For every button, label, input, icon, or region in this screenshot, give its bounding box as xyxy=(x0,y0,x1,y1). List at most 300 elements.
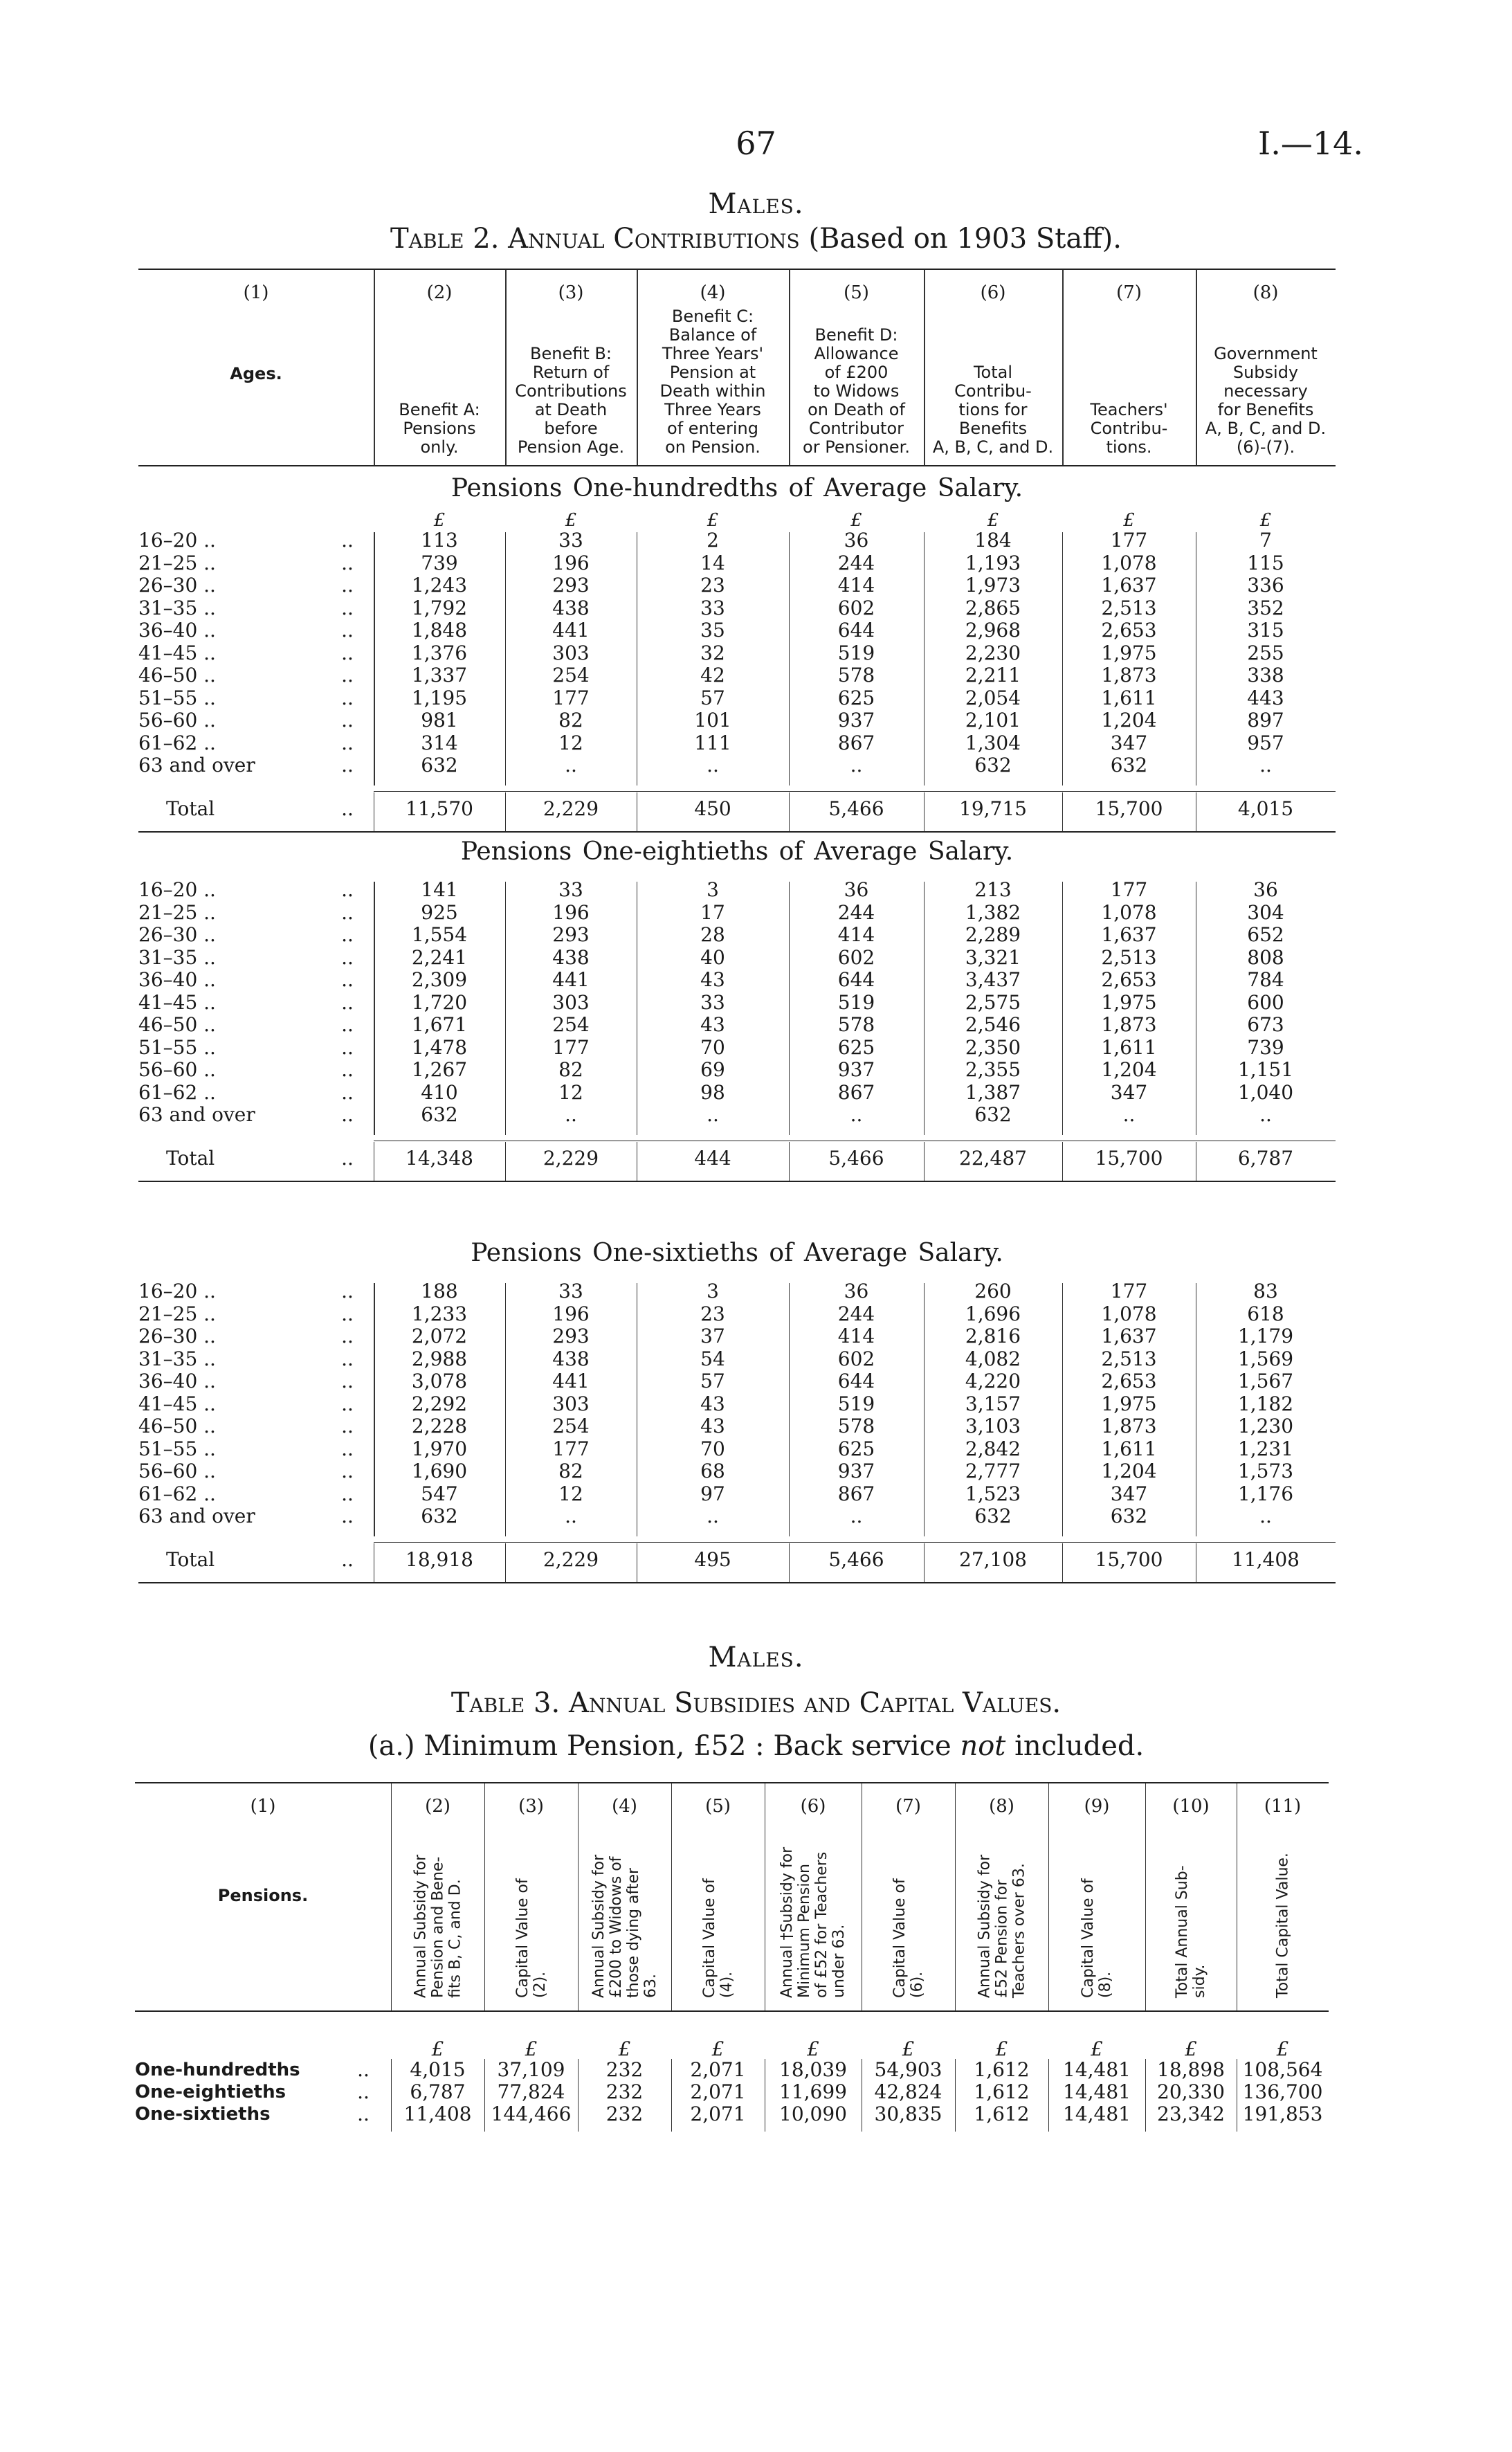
table-cell: 144,466 xyxy=(491,2103,572,2125)
age-range: 16–20 .. xyxy=(138,878,216,901)
table-cell: 33 xyxy=(700,596,725,619)
age-range: 63 and over xyxy=(138,1103,255,1126)
table-row xyxy=(138,597,1336,619)
table-cell: 414 xyxy=(837,574,875,597)
table-cell: 347 xyxy=(1110,731,1148,754)
table-cell: .. xyxy=(850,1505,863,1527)
table3-header-cell xyxy=(765,1782,862,2010)
table2-header-label: Teachers' Contribu- tions. xyxy=(1090,400,1168,457)
table-cell: 1,387 xyxy=(965,1080,1021,1104)
table-cell: 1,970 xyxy=(411,1437,468,1460)
age-range: 21–25 .. xyxy=(138,1302,216,1325)
table-cell: 2,513 xyxy=(1101,1347,1157,1370)
table-cell: 2,968 xyxy=(965,619,1021,642)
leader-dots: .. xyxy=(341,968,354,991)
table-cell: 1,637 xyxy=(1101,1325,1157,1347)
table2-total-divider xyxy=(1062,792,1063,831)
table-cell: 70 xyxy=(700,1035,725,1059)
table-cell: 315 xyxy=(1247,619,1284,642)
total-cell: 19,715 xyxy=(959,797,1027,820)
table-cell: 808 xyxy=(1247,945,1284,969)
table-cell: 3,103 xyxy=(965,1415,1021,1437)
leader-dots: .. xyxy=(341,709,354,732)
table-cell: 57 xyxy=(700,1370,725,1392)
table-cell: 981 xyxy=(421,709,458,732)
table-cell: 1,612 xyxy=(974,2103,1030,2125)
table-cell: 20,330 xyxy=(1157,2080,1225,2103)
table-cell: 2,071 xyxy=(690,2058,746,2081)
table-cell: 618 xyxy=(1247,1302,1284,1325)
table-cell: 4,015 xyxy=(410,2058,466,2081)
table-cell: 1,792 xyxy=(411,596,468,619)
table-cell: 2,309 xyxy=(411,968,468,991)
table3-currency-symbol: £ xyxy=(525,2037,538,2060)
table-cell: 784 xyxy=(1247,968,1284,991)
leader-dots: .. xyxy=(341,641,354,664)
table-cell: .. xyxy=(1259,754,1272,777)
table-cell: 36 xyxy=(844,878,869,901)
table-cell: 338 xyxy=(1247,664,1284,687)
table-row xyxy=(138,1014,1336,1036)
total-cell: 11,408 xyxy=(1232,1547,1300,1571)
total-cell: 2,229 xyxy=(543,797,599,820)
table-cell: 2,653 xyxy=(1101,1370,1157,1392)
table-cell: 632 xyxy=(1110,754,1148,777)
table-cell: 43 xyxy=(700,1415,725,1437)
table2-header-cell xyxy=(637,270,789,465)
table-cell: 12 xyxy=(558,1482,583,1505)
table-cell: 2,575 xyxy=(965,990,1021,1014)
table-cell: 177 xyxy=(1110,1280,1148,1302)
leader-dots: .. xyxy=(341,1103,354,1126)
table-cell: 42,824 xyxy=(874,2080,942,2103)
age-range: 31–35 .. xyxy=(138,596,216,619)
table3-title-prefix: Table 3. xyxy=(450,1687,561,1719)
table-row xyxy=(138,1303,1336,1325)
table-cell: 352 xyxy=(1247,596,1284,619)
table-cell: 644 xyxy=(837,619,875,642)
table-cell: 23,342 xyxy=(1157,2103,1225,2125)
table3-header-label: Pensions. xyxy=(217,1886,309,1905)
table-row xyxy=(138,687,1336,709)
table3-header-label: Capital Value of (6). xyxy=(891,1878,926,1998)
age-range: 21–25 .. xyxy=(138,900,216,924)
table2-column-divider xyxy=(374,532,375,785)
table-row xyxy=(138,902,1336,924)
table-cell: 2,546 xyxy=(965,1013,1021,1036)
table-cell: 196 xyxy=(552,1302,590,1325)
table-cell: 925 xyxy=(421,900,458,924)
total-cell: 14,348 xyxy=(406,1146,473,1170)
table-cell: 82 xyxy=(558,1058,583,1081)
table-cell: 2,228 xyxy=(411,1415,468,1437)
table-cell: 68 xyxy=(700,1460,725,1482)
table-cell: 2,777 xyxy=(965,1460,1021,1482)
table-row xyxy=(138,642,1336,664)
table-cell: 625 xyxy=(837,1437,875,1460)
table2-title-prefix: Table 2. xyxy=(390,223,500,255)
table2-header-cell xyxy=(138,270,374,465)
table3-header-number: (4) xyxy=(612,1796,637,1817)
table2-header-number: (3) xyxy=(558,282,584,303)
table-cell: 1,193 xyxy=(965,551,1021,574)
table3-header-divider xyxy=(484,1783,485,2010)
leader-dots: .. xyxy=(341,1505,354,1527)
table-cell: 547 xyxy=(421,1482,458,1505)
age-range: 56–60 .. xyxy=(138,1058,216,1081)
table-cell: 293 xyxy=(552,1325,590,1347)
table-row xyxy=(138,1483,1336,1505)
age-range: 16–20 .. xyxy=(138,1280,216,1302)
table-cell: 2,842 xyxy=(965,1437,1021,1460)
leader-dots: .. xyxy=(357,2080,370,2103)
table-cell: 1,204 xyxy=(1101,709,1157,732)
table3-header-number: (8) xyxy=(989,1796,1014,1817)
table3-currency-symbol: £ xyxy=(807,2037,819,2060)
age-range: 51–55 .. xyxy=(138,686,216,709)
table3-header-number: (6) xyxy=(800,1796,826,1817)
table-cell: 2 xyxy=(707,529,719,552)
table-cell: 443 xyxy=(1247,686,1284,709)
table3-units-row xyxy=(135,2038,1329,2060)
table-cell: 2,054 xyxy=(965,686,1021,709)
age-range: 16–20 .. xyxy=(138,529,216,552)
table-cell: 441 xyxy=(552,619,590,642)
table2-header-divider xyxy=(374,270,375,465)
table-cell: 1,078 xyxy=(1101,900,1157,924)
page-number: 67 xyxy=(736,125,776,162)
table-row xyxy=(138,529,1336,552)
table-cell: 2,988 xyxy=(411,1347,468,1370)
table3-column-divider xyxy=(391,2059,392,2132)
table-cell: 441 xyxy=(552,1370,590,1392)
table3-currency-symbol: £ xyxy=(902,2037,915,2060)
table2-currency-symbol: £ xyxy=(433,510,446,531)
table2-section-bottom-rule xyxy=(138,1582,1336,1583)
table-cell: 632 xyxy=(421,1103,458,1126)
age-range: 26–30 .. xyxy=(138,574,216,597)
age-range: 56–60 .. xyxy=(138,709,216,732)
table-cell: 336 xyxy=(1247,574,1284,597)
table-row xyxy=(138,924,1336,946)
age-range: 41–45 .. xyxy=(138,1392,216,1415)
table2-header-divider xyxy=(505,270,507,465)
table-cell: 644 xyxy=(837,968,875,991)
table2-header-label: Benefit C: Balance of Three Years' Pension at Death within Three Years of entering on Pension. xyxy=(659,307,766,457)
table2-header-label: Total Contribu- tions for Benefits A, B, C, and D. xyxy=(932,363,1054,457)
table-cell: 625 xyxy=(837,1035,875,1059)
table3-title xyxy=(0,1687,1512,1719)
table-cell: 937 xyxy=(837,709,875,732)
table2-header-label: Benefit B: Return of Contributions at Death before Pension Age. xyxy=(515,344,627,457)
leader-dots: .. xyxy=(341,797,354,820)
table-cell: 1,204 xyxy=(1101,1058,1157,1081)
total-cell: 18,918 xyxy=(406,1547,473,1571)
total-cell: 4,015 xyxy=(1237,797,1294,820)
table2-header-divider xyxy=(1196,270,1197,465)
table-cell: 113 xyxy=(421,529,458,552)
table-cell: .. xyxy=(707,1505,719,1527)
table3-header-number: (5) xyxy=(705,1796,731,1817)
table-cell: 519 xyxy=(837,1392,875,1415)
table2-header-number: (1) xyxy=(243,282,269,303)
table-row xyxy=(138,1325,1336,1347)
table3-header-label: Annual Subsidy for Pension and Bene- fits B, C, and D. xyxy=(412,1854,464,1998)
leader-dots: .. xyxy=(341,900,354,924)
table-cell: .. xyxy=(1259,1103,1272,1126)
table-cell: 519 xyxy=(837,641,875,664)
table-cell: 1,195 xyxy=(411,686,468,709)
table2-total-top-rule xyxy=(374,1542,1336,1543)
table-cell: 1,873 xyxy=(1101,1013,1157,1036)
table-cell: 1,637 xyxy=(1101,923,1157,946)
table-cell: 1,975 xyxy=(1101,1392,1157,1415)
table3-column-divider xyxy=(1048,2059,1049,2132)
table-cell: 254 xyxy=(552,1013,590,1036)
total-cell: 27,108 xyxy=(959,1547,1027,1571)
table2-title-main: Annual Contributions xyxy=(508,223,800,255)
table3-header-number: (2) xyxy=(425,1796,450,1817)
table-cell: 1,612 xyxy=(974,2080,1030,2103)
table3-header-divider xyxy=(1048,1783,1049,2010)
table-cell: 1,690 xyxy=(411,1460,468,1482)
table-cell: 3 xyxy=(707,1280,719,1302)
table-cell: 6,787 xyxy=(410,2080,466,2103)
table-cell: 1,611 xyxy=(1101,686,1157,709)
table2-header-divider xyxy=(789,270,790,465)
table-cell: 28 xyxy=(700,923,725,946)
table-cell: 644 xyxy=(837,1370,875,1392)
table3-header-number: (9) xyxy=(1084,1796,1110,1817)
table-cell: 2,230 xyxy=(965,641,1021,664)
table-cell: 293 xyxy=(552,923,590,946)
age-range: 51–55 .. xyxy=(138,1035,216,1059)
table-cell: 1,973 xyxy=(965,574,1021,597)
table-cell: 1,376 xyxy=(411,641,468,664)
pension-label: One-hundredths xyxy=(135,2060,300,2080)
table-cell: 23 xyxy=(700,574,725,597)
table-cell: 254 xyxy=(552,664,590,687)
paper-reference: I.—14. xyxy=(1258,125,1363,162)
table2-header-number: (8) xyxy=(1253,282,1279,303)
table-cell: 43 xyxy=(700,968,725,991)
table3-header-cell xyxy=(862,1782,955,2010)
table-cell: 578 xyxy=(837,1013,875,1036)
table-cell: 33 xyxy=(700,990,725,1014)
age-range: 61–62 .. xyxy=(138,731,216,754)
table-cell: 2,653 xyxy=(1101,968,1157,991)
table-cell: 2,355 xyxy=(965,1058,1021,1081)
table-cell: .. xyxy=(1259,1505,1272,1527)
table-cell: 1,179 xyxy=(1237,1325,1294,1347)
table-cell: 18,039 xyxy=(779,2058,847,2081)
table-cell: 867 xyxy=(837,1482,875,1505)
table-cell: 1,231 xyxy=(1237,1437,1294,1460)
table-row xyxy=(138,1370,1336,1392)
table3-subtitle-b: included. xyxy=(1005,1730,1145,1762)
table-cell: 37 xyxy=(700,1325,725,1347)
table-cell: 111 xyxy=(694,731,731,754)
total-cell: 2,229 xyxy=(543,1547,599,1571)
table2-header-number: (5) xyxy=(844,282,869,303)
table-cell: 625 xyxy=(837,686,875,709)
table-cell: 2,101 xyxy=(965,709,1021,732)
table-row xyxy=(138,1393,1336,1415)
age-range: 63 and over xyxy=(138,1505,255,1527)
table-cell: 1,382 xyxy=(965,900,1021,924)
table-cell: 1,848 xyxy=(411,619,468,642)
table-cell: 1,569 xyxy=(1237,1347,1294,1370)
table2-header-cell xyxy=(505,270,637,465)
table3-header-label: Annual Subsidy for £200 to Widows of those dying after 63. xyxy=(590,1854,659,1998)
total-cell: 5,466 xyxy=(828,1547,884,1571)
total-row xyxy=(138,1147,1336,1170)
table-cell: 184 xyxy=(974,529,1012,552)
age-range: 31–35 .. xyxy=(138,945,216,969)
total-cell: 5,466 xyxy=(828,797,884,820)
leader-dots: .. xyxy=(341,1370,354,1392)
total-cell: 444 xyxy=(694,1146,731,1170)
age-range: 36–40 .. xyxy=(138,619,216,642)
leader-dots: .. xyxy=(341,731,354,754)
table3-header-cell xyxy=(578,1782,671,2010)
table-cell: 1,696 xyxy=(965,1302,1021,1325)
age-range: 61–62 .. xyxy=(138,1080,216,1104)
table-row xyxy=(138,992,1336,1014)
table2-total-divider xyxy=(789,1142,790,1181)
table-cell: 244 xyxy=(837,900,875,924)
table-cell: 632 xyxy=(1110,1505,1148,1527)
table-cell: 632 xyxy=(421,754,458,777)
table-cell: 2,292 xyxy=(411,1392,468,1415)
table2-section-bottom-rule xyxy=(138,1181,1336,1182)
table-cell: 177 xyxy=(1110,878,1148,901)
table2-header-label: Government Subsidy necessary for Benefits A, B, C, and D. (6)-(7). xyxy=(1205,344,1327,457)
table-cell: 438 xyxy=(552,945,590,969)
table-cell: 347 xyxy=(1110,1080,1148,1104)
table2-males-heading: Males. xyxy=(708,188,804,220)
age-range: 36–40 .. xyxy=(138,1370,216,1392)
table-cell: 196 xyxy=(552,551,590,574)
table3-header-cell xyxy=(1237,1782,1329,2010)
total-cell: 495 xyxy=(694,1547,731,1571)
table-cell: .. xyxy=(707,754,719,777)
age-range: 26–30 .. xyxy=(138,1325,216,1347)
table-cell: 2,289 xyxy=(965,923,1021,946)
table-row xyxy=(138,619,1336,642)
table-cell: 632 xyxy=(974,1505,1012,1527)
table-row xyxy=(138,1460,1336,1482)
table-cell: 897 xyxy=(1247,709,1284,732)
leader-dots: .. xyxy=(341,1035,354,1059)
table-row xyxy=(138,947,1336,969)
table2-header-label: Benefit A: Pensions only. xyxy=(399,400,480,457)
table2-total-divider xyxy=(505,792,506,831)
table-cell: 4,082 xyxy=(965,1347,1021,1370)
table3-header-cell xyxy=(955,1782,1048,2010)
table-cell: 602 xyxy=(837,1347,875,1370)
table2-header-cell xyxy=(789,270,924,465)
table-cell: 12 xyxy=(558,1080,583,1104)
table2-column-divider xyxy=(789,882,790,1135)
age-range: 46–50 .. xyxy=(138,1415,216,1437)
table-row xyxy=(138,1280,1336,1302)
leader-dots: .. xyxy=(341,1080,354,1104)
table-cell: 600 xyxy=(1247,990,1284,1014)
table3-column-divider xyxy=(578,2059,579,2132)
leader-dots: .. xyxy=(341,990,354,1014)
table2-column-divider xyxy=(789,532,790,785)
table-cell: 1,567 xyxy=(1237,1370,1294,1392)
table3-header-number: (11) xyxy=(1264,1796,1302,1817)
table3-header-cell xyxy=(484,1782,578,2010)
table-cell: 2,816 xyxy=(965,1325,1021,1347)
age-range: 41–45 .. xyxy=(138,641,216,664)
table-cell: 136,700 xyxy=(1242,2080,1323,2103)
table3-column-divider xyxy=(955,2059,956,2132)
table-cell: 304 xyxy=(1247,900,1284,924)
age-range: 31–35 .. xyxy=(138,1347,216,1370)
leader-dots: .. xyxy=(341,574,354,597)
table-cell: 42 xyxy=(700,664,725,687)
table-cell: 82 xyxy=(558,1460,583,1482)
table-cell: 101 xyxy=(694,709,731,732)
leader-dots: .. xyxy=(341,1547,354,1571)
table2-currency-symbol: £ xyxy=(850,510,862,531)
table-cell: 98 xyxy=(700,1080,725,1104)
table-cell: 632 xyxy=(421,1505,458,1527)
leader-dots: .. xyxy=(341,945,354,969)
table-cell: 347 xyxy=(1110,1482,1148,1505)
table-row xyxy=(138,1037,1336,1059)
table-cell: .. xyxy=(565,1505,577,1527)
table3-header-label: Total Capital Value. xyxy=(1274,1853,1291,1998)
table2-column-divider xyxy=(1062,882,1063,1135)
table-row xyxy=(138,1505,1336,1527)
table-cell: 1,304 xyxy=(965,731,1021,754)
table2-header-cell xyxy=(374,270,505,465)
table-cell: 1,040 xyxy=(1237,1080,1294,1104)
leader-dots: .. xyxy=(341,1482,354,1505)
table2-section-title: Pensions One-sixtieths of Average Salary. xyxy=(471,1239,1003,1267)
table3-column-header xyxy=(135,1782,1329,2010)
table-cell: 10,090 xyxy=(779,2103,847,2125)
table-cell: 1,975 xyxy=(1101,990,1157,1014)
table-cell: 260 xyxy=(974,1280,1012,1302)
table-cell: 4,220 xyxy=(965,1370,1021,1392)
table3-header-divider xyxy=(1145,1783,1146,2010)
table-cell: 937 xyxy=(837,1058,875,1081)
table-cell: 3,078 xyxy=(411,1370,468,1392)
table2-currency-symbol: £ xyxy=(987,510,999,531)
table-cell: 1,204 xyxy=(1101,1460,1157,1482)
age-range: 61–62 .. xyxy=(138,1482,216,1505)
table-cell: 1,151 xyxy=(1237,1058,1294,1081)
table-cell: 602 xyxy=(837,945,875,969)
table-cell: 7 xyxy=(1259,529,1272,552)
table3-header-cell xyxy=(391,1782,484,2010)
table-cell: 1,612 xyxy=(974,2058,1030,2081)
table2-column-divider xyxy=(789,1283,790,1536)
table2-header-rule xyxy=(138,465,1336,466)
table3-currency-symbol: £ xyxy=(1276,2037,1289,2060)
table-cell: 2,211 xyxy=(965,664,1021,687)
total-label: Total xyxy=(166,1547,215,1571)
table-cell: 519 xyxy=(837,990,875,1014)
leader-dots: .. xyxy=(341,1460,354,1482)
table-row xyxy=(138,664,1336,687)
table-cell: 33 xyxy=(558,1280,583,1302)
